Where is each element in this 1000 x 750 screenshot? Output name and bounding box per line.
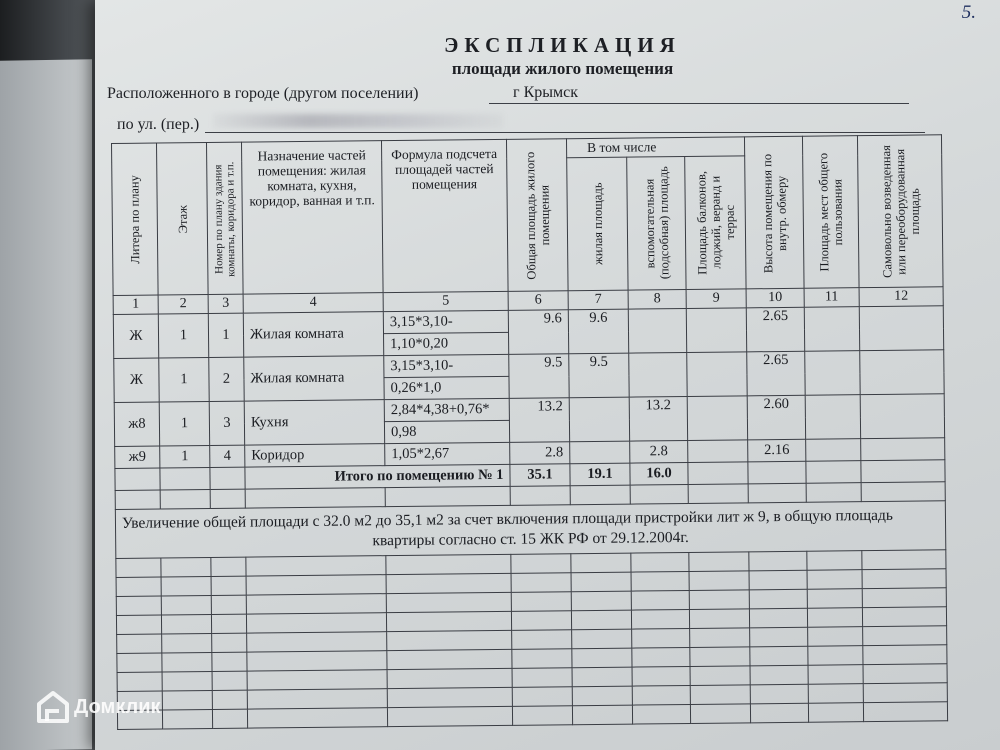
cell-vysota: 2.16 [748,439,806,462]
cell-litera: Ж [114,358,159,402]
cell-mest [804,307,859,352]
col-number: 8 [628,289,686,309]
header-formula: Формула подсчета площадей частей помещения [381,139,508,292]
cell-formula: 2,84*4,38+0,76* [384,398,509,421]
cell-formula-cont: 1,10*0,20 [384,332,509,355]
col-number: 12 [859,287,943,307]
cell-obshaya: 9.5 [509,354,569,399]
header-samovol: Самовольно возведенная или переоборудованная площадь [857,135,943,288]
street-underline [205,132,925,133]
col-number: 4 [243,293,383,313]
house-logo-icon [36,690,70,724]
cell-vysota: 2.65 [746,307,804,352]
header-v-tom-chisle: В том числе [566,137,744,158]
header-vspomog: вспомогательная (подсобная) площадь [627,156,686,290]
cell-obshaya: 9.6 [508,310,568,355]
header-naznach: Назначение частей помещения: жилая комната, кухня, коридор, ванная и т.п. [241,141,383,294]
note-text [115,501,945,559]
cell-balkony [687,352,747,397]
cell-nomer: 3 [209,401,244,445]
col-number: 2 [158,294,208,314]
cell-balkony [686,308,746,353]
cell-etazh: 1 [160,445,210,468]
col-number: 3 [208,294,243,313]
cell-vspomog: 2.8 [630,440,688,463]
street-label: по ул. (пер.) [117,116,200,133]
cell-zhilaya: 9.5 [569,353,629,398]
page-number: 5. [961,2,976,23]
redacted-street [213,114,503,128]
cell-samovol [859,306,943,351]
document-subtitle: площади жилого помещения [451,59,674,78]
cell-naznach: Коридор [245,444,385,467]
cell-nomer: 4 [210,445,245,467]
location-label: Расположенного в городе (другом поселении) [107,85,419,102]
note-line-2: квартиры согласно ст. 15 ЖК РФ от 29.12.2004г. [372,528,689,550]
cell-samovol [861,438,945,461]
cell-etazh: 1 [159,357,209,402]
cell-mest [805,351,860,396]
total-zhilaya: 19.1 [570,463,630,486]
cell-formula: 3,15*3,10- [383,310,508,333]
total-obshaya: 35.1 [510,464,570,487]
cell-formula-cont: 0,26*1,0 [384,376,509,399]
cell-zhilaya [570,441,630,464]
cell-etazh: 1 [159,401,209,446]
cell-naznach: Кухня [244,400,384,445]
header-zhilaya: жилая площадь [567,157,628,291]
note-row [115,501,945,559]
watermark-text: Домклик [74,695,161,718]
header-vysota: Высота помещения по внутр. обмеру [744,136,804,289]
document-title: ЭКСПЛИКАЦИЯ [444,33,681,57]
cell-vspomog: 13.2 [629,396,687,441]
cell-nomer: 2 [209,357,244,401]
cell-litera: ж8 [114,402,159,446]
domclick-watermark [36,690,161,724]
header-mest: Площадь мест общего пользования [802,136,859,289]
col-number: 11 [804,288,859,308]
cell-samovol [860,394,944,439]
cell-nomer: 1 [208,313,243,357]
cell-formula-cont: 0,98 [384,420,509,443]
cell-formula: 1,05*2,67 [385,442,510,465]
location-value: г Крымск [513,84,578,101]
cell-etazh: 1 [158,313,208,358]
col-number: 7 [568,290,628,310]
header-balkony: Площадь балконов, лоджий, веранд и террас [685,156,746,290]
cell-litera: ж9 [115,446,160,468]
cell-balkony [688,440,748,463]
cell-vysota: 2.65 [747,351,805,396]
total-label: Итого по помещению № 1 [245,464,510,489]
total-vspomog: 16.0 [630,462,688,485]
cell-mest [805,395,860,440]
header-litera: Литера по плану [112,143,159,295]
previous-page-edge [0,59,92,750]
cell-balkony [687,396,747,441]
cell-formula: 3,15*3,10- [384,354,509,377]
col-number: 9 [686,289,746,309]
cell-vspomog [628,308,686,353]
header-obshaya: Общая площадь жилого помещения [506,139,568,292]
header-etazh: Этаж [157,142,209,295]
cell-mest [806,439,861,462]
cell-naznach: Жилая комната [243,312,383,357]
cell-zhilaya: 9.6 [568,309,628,354]
cell-zhilaya [569,397,629,442]
cell-vspomog [629,352,687,397]
col-number: 5 [383,291,508,311]
cell-vysota: 2.60 [747,395,805,440]
explication-table [111,134,948,730]
header-nomer: Номер по плану здания комнаты, коридора и т.п. [207,142,244,294]
cell-naznach: Жилая комната [244,356,384,401]
location-underline [489,103,909,104]
note-line-1: Увеличение общей площади с 32.0 м2 до 35,1 м2 за счет включения площади пристройки лит ж 9, в общую площадь [121,506,894,532]
col-number: 10 [746,288,804,308]
col-number: 1 [113,295,158,314]
cell-obshaya: 2.8 [510,442,570,465]
col-number: 6 [508,291,568,311]
cell-litera: Ж [113,314,158,358]
cell-samovol [860,350,944,395]
cell-obshaya: 13.2 [509,398,569,443]
